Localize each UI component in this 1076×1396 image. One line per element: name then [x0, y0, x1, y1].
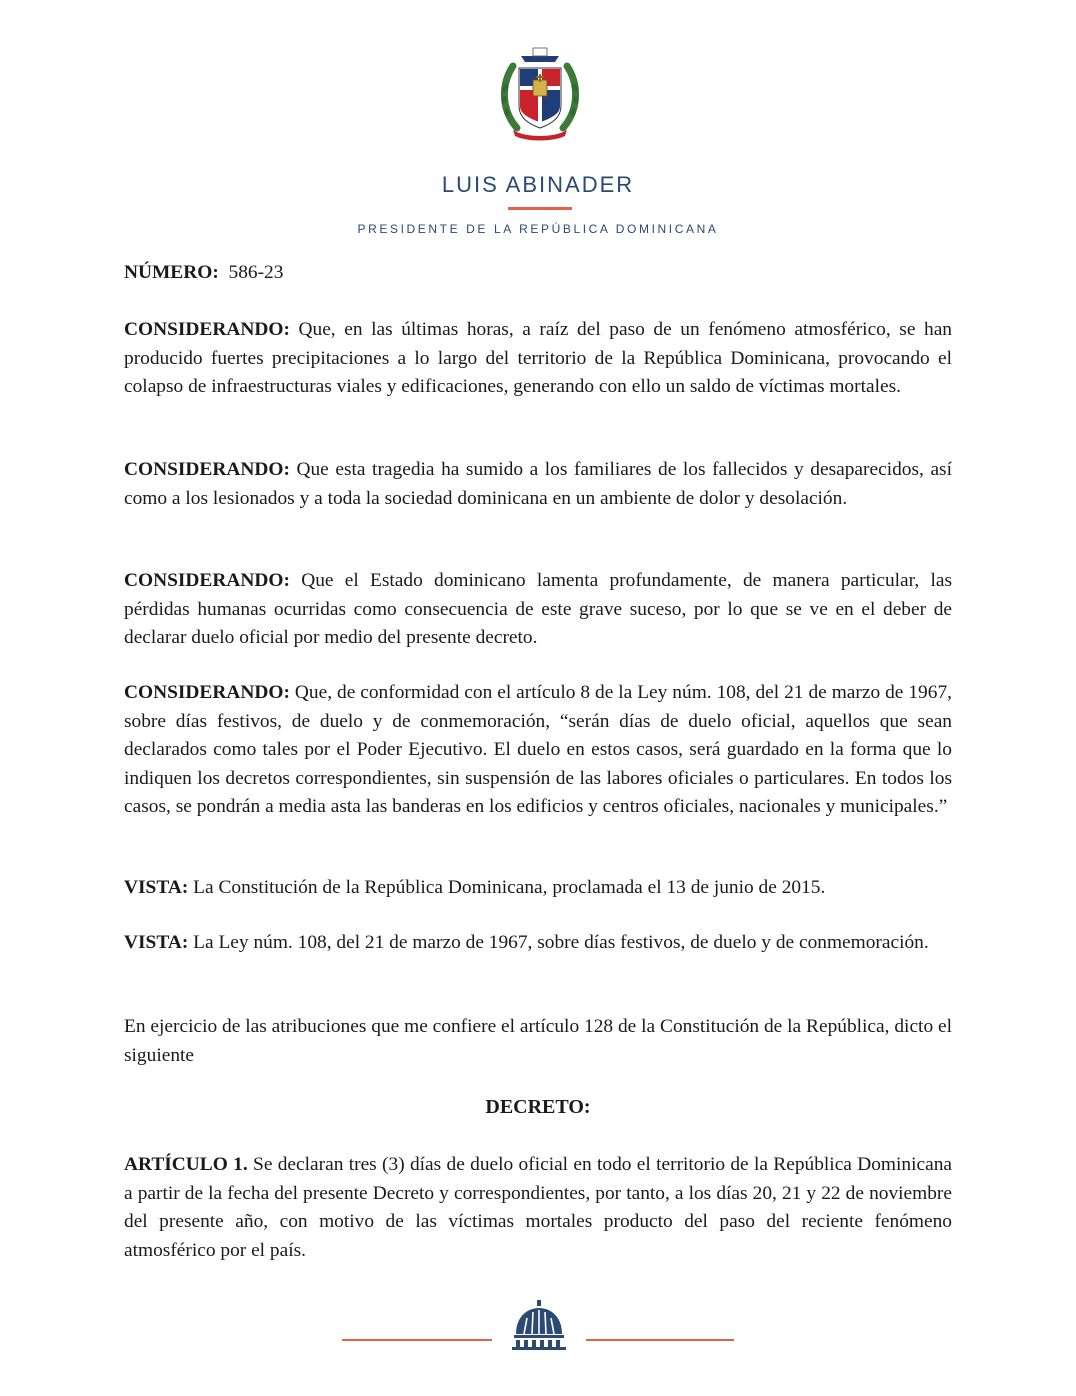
vista-2: [124, 929, 952, 958]
footer-rule-left: [342, 1339, 492, 1341]
national-palace-dome-icon: [510, 1298, 568, 1350]
paragraph-text: La Ley núm. 108, del 21 de marzo de 1967, sobre días festivos, de duelo y de conmemoración.: [193, 932, 929, 953]
president-name: LUIS ABINADER: [441, 172, 635, 197]
considerando-4: [124, 679, 952, 822]
paragraph-text: Que, en las últimas horas, a raíz del paso de un fenómeno atmosférico, se han producido fuertes precipitaciones a lo largo del territorio de la República Dominicana, provocando el colapso de infraestructuras viales y edificaciones, generando con ello un saldo de víctimas mortales.: [124, 319, 952, 397]
name-underline: [508, 207, 572, 210]
paragraph-text: Que esta tragedia ha sumido a los familiares de los fallecidos y desaparecidos, así como a los lesionados y a toda la sociedad dominicana en un ambiente de dolor y desolación.: [124, 459, 952, 509]
coat-of-arms-seal: [495, 44, 585, 144]
paragraph-text: La Constitución de la República Dominicana, proclamada el 13 de junio de 2015.: [193, 877, 826, 898]
paragraph-label: CONSIDERANDO:: [124, 682, 290, 703]
decreto-heading: DECRETO:: [485, 1096, 591, 1118]
paragraph-label: CONSIDERANDO:: [124, 319, 290, 340]
numero-value: 586-23: [228, 262, 284, 283]
paragraph-label: CONSIDERANDO:: [124, 459, 290, 480]
decree-number: [124, 262, 283, 284]
vista-1: [124, 874, 952, 903]
articulo-1: [124, 1151, 952, 1265]
paragraph-text: Que el Estado dominicano lamenta profundamente, de manera particular, las pérdidas humanas ocurridas como consecuencia de este grave suceso, por lo que se ve en el deber de declarar duelo oficial por medio del presente decreto.: [124, 570, 952, 648]
articulo-label: ARTÍCULO 1.: [124, 1154, 248, 1175]
considerando-2: [124, 456, 952, 513]
paragraph-label: VISTA:: [124, 877, 189, 898]
paragraph-text: Que, de conformidad con el artículo 8 de la Ley núm. 108, del 21 de marzo de 1967, sobre días festivos, de duelo y de conmemoración, “serán días de duelo oficial, aquellos que sean declarados como tales por el Poder Ejecutivo. El duelo en estos casos, será guardado en la forma que lo indiquen los decretos correspondientes, sin suspensión de las labores oficiales o particulares. En todos los casos, se pondrán a media asta las banderas en los edificios y centros oficiales, nacionales y municipales.”: [124, 682, 952, 817]
considerando-1: [124, 316, 952, 402]
paragraph-label: VISTA:: [124, 932, 189, 953]
numero-label: NÚMERO:: [124, 262, 219, 283]
considerando-3: [124, 567, 952, 653]
paragraph-label: CONSIDERANDO:: [124, 570, 290, 591]
paragraph-text: En ejercicio de las atribuciones que me confiere el artículo 128 de la Constitución de la República, dicto el siguiente: [124, 1016, 952, 1066]
president-title: PRESIDENTE DE LA REPÚBLICA DOMINICANA: [357, 222, 719, 236]
articulo-text: Se declaran tres (3) días de duelo oficial en todo el territorio de la República Dominicana a partir de la fecha del presente Decreto y correspondientes, por tanto, a los días 20, 21 y 22 de noviembre del presente año, con motivo de las víctimas mortales producto del paso del reciente fenómeno atmosférico por el país.: [124, 1154, 952, 1261]
ejercicio-paragraph: [124, 1013, 952, 1070]
footer-rule-right: [586, 1339, 734, 1341]
